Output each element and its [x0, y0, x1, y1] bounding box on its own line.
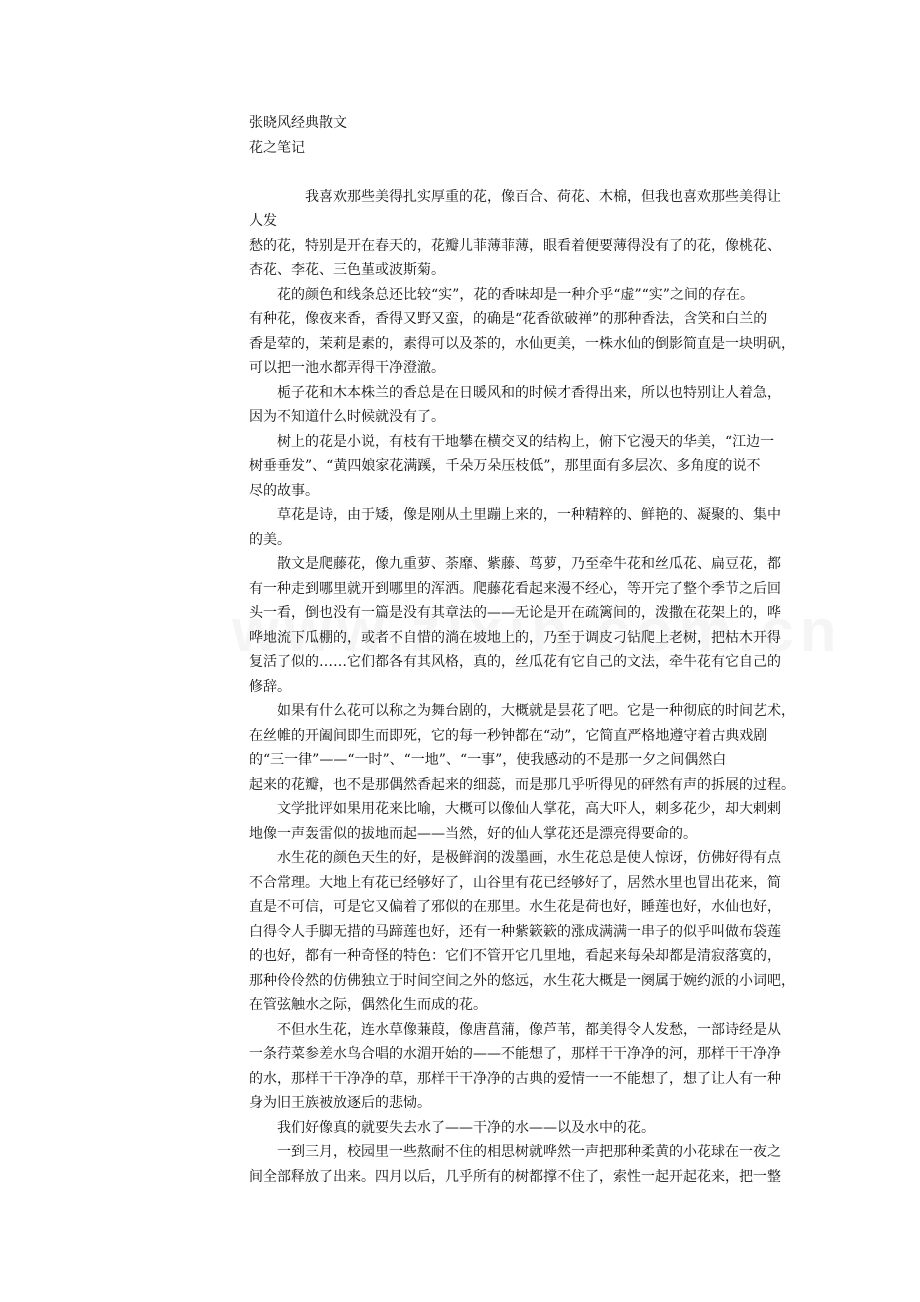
paragraph-line: 复活了似的……它们都各有其风格，真的，丝瓜花有它自己的文法，牵牛花有它自己的	[249, 654, 781, 670]
paragraph-line: 的美。	[249, 531, 291, 548]
author-title: 张晓风经典散文	[249, 115, 347, 131]
paragraph-line: 修辞。	[249, 678, 291, 695]
paragraph-line: 起来的花瓣，也不是那偶然香起来的细蕊，而是那几乎听得见的砰然有声的拆展的过程。	[249, 776, 795, 793]
paragraph-line: 如果有什么花可以称之为舞台剧的，大概就是昙花了吧。它是一种彻底的时间艺术，	[277, 703, 795, 719]
paragraph-line: 哗地流下瓜棚的，或者不自惜的淌在坡地上的，乃至于调皮刁钻爬上老树，把枯木开得	[249, 629, 781, 646]
paragraph-line: 在丝帷的开阖间即生而即死，它的每一秒钟都在“动”，它简直严格地遵守着古典戏剧	[249, 727, 768, 744]
paragraph-line: 可以把一池水都弄得干净澄澈。	[249, 360, 445, 376]
paragraph-line: 那种伶伶然的仿佛独立于时间空间之外的悠远，水生花大概是一阕属于婉约派的小词吧，	[249, 972, 795, 989]
paragraph-line: 身为旧王族被放逐后的悲恸。	[249, 1095, 431, 1111]
paragraph-line: 花的颜色和线条总还比较“实”，花的香味却是一种介乎“虚”“实”之间的存在。	[277, 286, 754, 303]
paragraph-line: 直是不可信，可是它又偏着了邪似的在那里。水生花是荷也好，睡莲也好，水仙也好，	[249, 899, 781, 915]
paragraph-line: 栀子花和木本株兰的香总是在日暖风和的时候才香得出来，所以也特别让人着急，	[277, 384, 781, 401]
paragraph-line: 因为不知道什么时候就没有了。	[249, 409, 445, 425]
paragraph-line: 水生花的颜色天生的好，是极鲜润的泼墨画，水生花总是使人惊讶，仿佛好得有点	[277, 850, 781, 866]
paragraph-line: 的水，那样干干净净的草，那样干干净净的古典的爱情一一不能想了，想了让人有一种	[249, 1070, 781, 1087]
paragraph-line: 树垂垂发”、“黄四娘家花满蹊，千朵万朵压枝低”，那里面有多层次、多角度的说不	[249, 458, 761, 474]
paragraph-line: 有种花，像夜来香，香得又野又蛮，的确是“花香欲破禅”的那种香法，含笑和白兰的	[249, 311, 768, 327]
paragraph-line: 地像一声轰雷似的拔地而起——当然，好的仙人掌花还是漂亮得要命的。	[249, 825, 697, 842]
paragraph-line: 愁的花，特别是开在春天的，花瓣儿菲薄菲薄，眼看着便要薄得没有了的花，像桃花、	[249, 237, 781, 254]
paragraph-line: 我们好像真的就要失去水了——干净的水——以及水中的花。	[277, 1119, 655, 1136]
paragraph-line: 有一种走到哪里就开到哪里的浑洒。爬藤花看起来漫不经心，等开完了整个季节之后回	[249, 580, 781, 597]
paragraph-line: 间全部释放了出来。四月以后，几乎所有的树都撑不住了，索性一起开起花来，把一整	[249, 1168, 781, 1185]
paragraph-line: 香是荤的，茉莉是素的，素得可以及茶的，水仙更美，一株水仙的倒影简直是一块明矾，	[249, 335, 795, 352]
paragraph-line: 草花是诗，由于矮，像是刚从土里蹦上来的，一种精粹的、鲜艳的、凝聚的、集中	[277, 507, 781, 523]
paragraph-line: 头一看，倒也没有一篇是没有其章法的——无论是开在疏篱间的，泼撒在花架上的，哗	[249, 605, 781, 621]
essay-title: 花之笔记	[249, 139, 305, 156]
paragraph-line: 的也好，都有一种奇怪的特色：它们不管开它几里地，看起来每朵却都是清寂落寞的，	[249, 948, 781, 964]
paragraph-line: 不但水生花，连水草像蒹葭，像唐菖蒲，像芦苇，都美得令人发愁，一部诗经是从	[277, 1021, 781, 1038]
paragraph-line: 尽的故事。	[249, 482, 319, 499]
paragraph-line: 在管弦触水之际，偶然化生而成的花。	[249, 997, 487, 1013]
paragraph-line: 杏花、李花、三色堇或波斯菊。	[249, 262, 445, 278]
paragraph-line: 文学批评如果用花来比喻，大概可以像仙人掌花，高大吓人，刺多花少，却大剌剌	[277, 801, 781, 817]
spacer	[249, 160, 794, 185]
document-page	[249, 111, 794, 1189]
paragraph-line: 白得令人手脚无措的马蹄莲也好，还有一种紫簌簌的涨成满满一串子的似乎叫做布袋莲	[249, 923, 781, 940]
paragraph-line: 一到三月，校园里一些熬耐不住的相思树就哗然一声把那种柔黄的小花球在一夜之	[277, 1144, 781, 1160]
paragraph-line: 的“三一律”——“一时”、“一地”、“一事”，使我感动的不是那一夕之间偶然白	[249, 752, 727, 768]
paragraph-line: 不合常理。大地上有花已经够好了，山谷里有花已经够好了，居然水里也冒出花来，简	[249, 874, 781, 891]
paragraph-line: 散文是爬藤花，像九重萝、荼靡、紫藤、茑萝，乃至牵牛花和丝瓜花、扁豆花，都	[277, 556, 781, 572]
paragraph-line: 树上的花是小说，有枝有干地攀在横交叉的结构上，俯下它漫天的华美，“江边一	[277, 433, 775, 450]
paragraph-line: 一条荇菜参差水鸟合唱的水湄开始的——不能想了，那样干干净净的河，那样干干净净	[249, 1046, 781, 1062]
paragraph-line: 我喜欢那些美得扎实厚重的花，像百合、荷花、木棉，但我也喜欢那些美得让	[305, 188, 781, 205]
paragraph-line: 人发	[249, 213, 277, 229]
